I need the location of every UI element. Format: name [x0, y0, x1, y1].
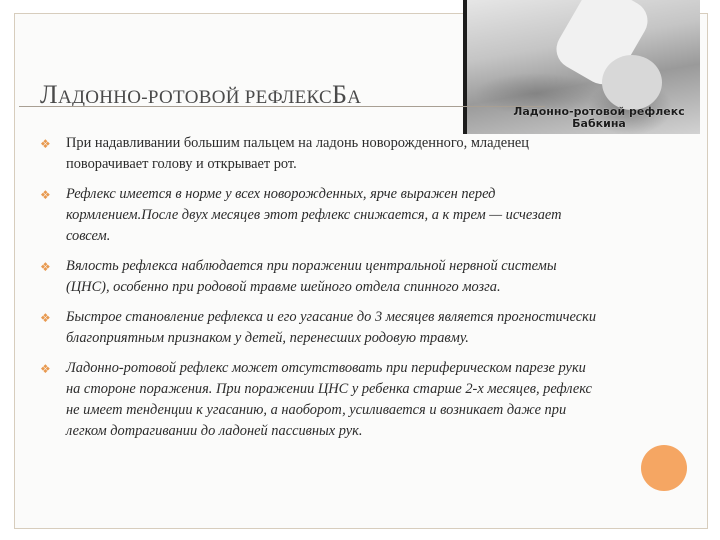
diamond-bullet-icon: ❖ [40, 260, 51, 274]
diamond-bullet-icon: ❖ [40, 188, 51, 202]
title-text-2: А [347, 87, 362, 108]
title-initial-2: Б [332, 80, 348, 109]
list-item [40, 133, 600, 175]
bullet-text: При надавливании большим пальцем на ладонь новорожденного, младенец поворачивает голову и открывает рот. [66, 135, 529, 172]
list-item [40, 256, 600, 298]
diamond-bullet-icon: ❖ [40, 362, 51, 376]
title-divider [19, 106, 545, 107]
diamond-bullet-icon: ❖ [40, 137, 51, 151]
bullet-list [40, 133, 600, 451]
title-initial-1: Л [40, 80, 58, 109]
list-item [40, 307, 600, 349]
reflex-photo [463, 0, 700, 134]
photo-caption-line1: Ладонно-ротовой рефлекс [513, 105, 685, 118]
decorative-orange-circle [641, 445, 687, 491]
list-item [40, 358, 600, 442]
bullet-text: Быстрое становление рефлекса и его угасание до 3 месяцев является прогностически благоприятным признаком у детей, перенесших родовую травму. [66, 309, 597, 346]
bullet-text: Вялость рефлекса наблюдается при поражении центральной нервной системы (ЦНС), особенно при родовой травме шейного отдела спинного мозга. [66, 258, 557, 295]
photo-caption [499, 106, 699, 130]
title-text-1: АДОННО-РОТОВОЙ РЕФЛЕКС [57, 87, 333, 108]
list-item [40, 184, 600, 247]
bullet-text: Ладонно-ротовой рефлекс может отсутствовать при периферическом парезе руки на стороне поражения. При поражении ЦНС у ребенка старше 2-х месяцев, рефлекс не имеет тенденции к угасанию, а наоборот, усиливается и возникает даже при легком дотрагивании до ладоней пассивных рук. [66, 360, 592, 439]
bullet-text: Рефлекс имеется в норме у всех новорожденных, ярче выражен перед кормлением.После двух месяцев этот рефлекс снижается, а к трем — исчезает совсем. [66, 186, 562, 244]
photo-face-shape [602, 55, 662, 110]
diamond-bullet-icon: ❖ [40, 311, 51, 325]
photo-caption-line2: Бабкина [572, 117, 626, 130]
